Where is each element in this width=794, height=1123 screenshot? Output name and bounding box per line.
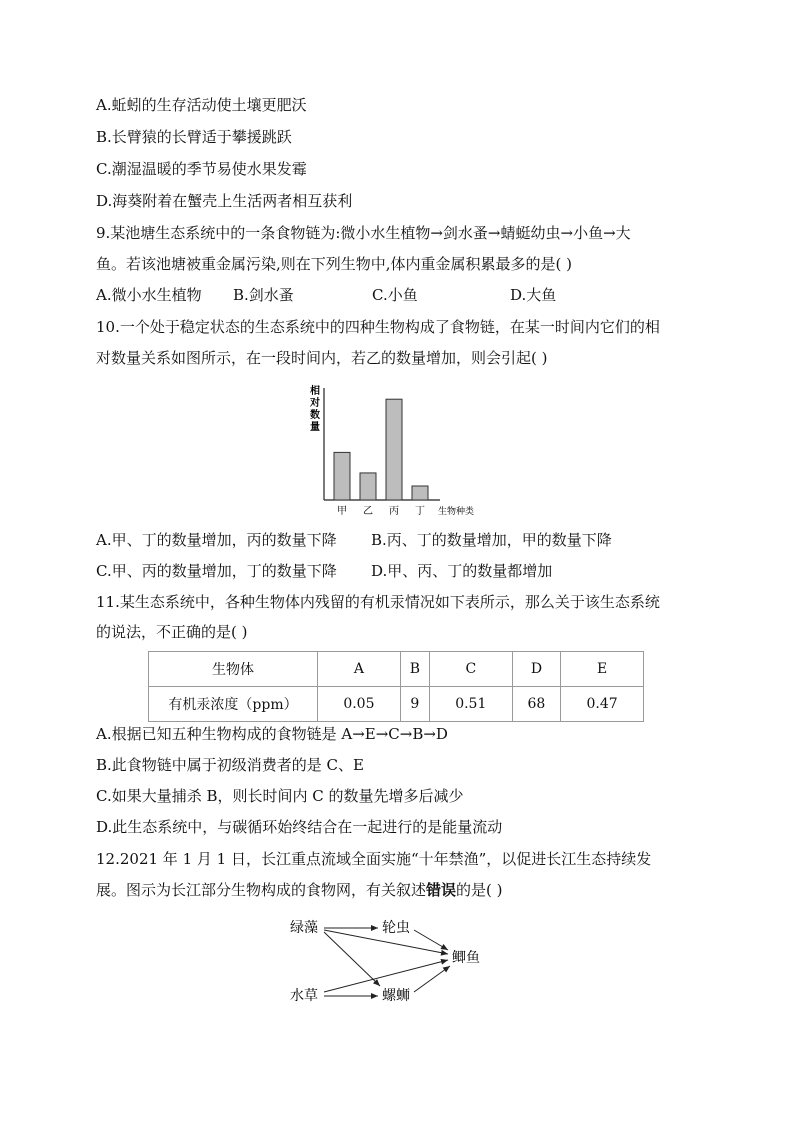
bar-0: [334, 452, 350, 500]
x-tick-labels: [337, 505, 425, 517]
bar-1: [360, 473, 376, 500]
table-cell: 有机汞浓度（ppm）: [149, 687, 318, 722]
q10-option-c: C.甲、丙的数量增加，丁的数量下降: [96, 562, 337, 580]
q9-option-a: A.微小水生植物: [96, 286, 202, 304]
bar-chart: [300, 378, 500, 518]
table-cell: 0.47: [561, 687, 644, 722]
y-label-char: 数: [310, 410, 320, 421]
table-cell: 68: [512, 687, 560, 722]
node-water-plant: 水草: [290, 988, 318, 1004]
q9-option-d: D.大鱼: [510, 286, 557, 304]
q8-option-b: B.长臂猿的长臂适于攀援跳跃: [96, 128, 292, 146]
x-tick-label: 甲: [337, 506, 347, 517]
q12-stem-tail: 的是( ): [456, 881, 503, 899]
table-cell: 生物体: [149, 652, 318, 687]
q10-option-d: D.甲、丙、丁的数量都增加: [371, 562, 553, 580]
node-rotifer: 轮虫: [382, 920, 410, 936]
q11-stem-line1: 11.某生态系统中，各种生物体内残留的有机汞情况如下表所示，那么关于该生态系统: [96, 593, 660, 611]
node-snail: 螺蛳: [382, 988, 410, 1004]
x-axis-label: 生物种类: [438, 507, 475, 517]
q12-stem-text: 展。图示为长江部分生物构成的食物网，有关叙述: [96, 881, 427, 899]
q8-option-a: A.蚯蚓的生存活动使土壤更肥沃: [96, 96, 307, 114]
table-cell: 9: [400, 687, 429, 722]
bars: [334, 399, 428, 500]
table-cell: D: [512, 652, 560, 687]
bar-2: [386, 399, 402, 500]
x-tick-label: 丁: [415, 506, 425, 517]
y-label-char: 量: [310, 422, 320, 433]
q11-option-d: D.此生态系统中，与碳循环始终结合在一起进行的是能量流动: [96, 818, 503, 836]
q10-stem-line1: 10.一个处于稳定状态的生态系统中的四种生物构成了食物链，在某一时间内它们的相: [96, 318, 660, 336]
table-cell: A: [318, 652, 401, 687]
mercury-table: [148, 651, 644, 722]
y-axis-label: [309, 384, 320, 433]
arrow-algae-snail: [324, 932, 380, 986]
arrow-snail-carp: [414, 966, 450, 992]
q9-option-b: B.剑水蚤: [233, 286, 294, 304]
q10-option-a: A.甲、丁的数量增加，丙的数量下降: [96, 531, 337, 549]
q9-stem-line2: 鱼。若该池塘被重金属污染,则在下列生物中,体内重金属积累最多的是( ): [96, 255, 573, 273]
q9-option-c: C.小鱼: [372, 286, 418, 304]
q11-stem-line2: 的说法，不正确的是( ): [96, 623, 248, 641]
q12-stem-line2: [96, 880, 503, 900]
table-cell: C: [429, 652, 512, 687]
table-cell: E: [561, 652, 644, 687]
arrow-rotifer-carp: [414, 930, 448, 950]
q9-stem-line1: 9.某池塘生态系统中的一条食物链为:微小水生植物→剑水蚤→蜻蜓幼虫→小鱼→大: [96, 224, 631, 242]
x-tick-label: 乙: [363, 506, 373, 517]
node-crucian-carp: 鲫鱼: [452, 950, 480, 966]
x-tick-label: 丙: [389, 506, 399, 517]
q8-option-d: D.海葵附着在蟹壳上生活两者相互获利: [96, 192, 353, 210]
q12-stem-line1: 12.2021 年 1 月 1 日，长江重点流域全面实施“十年禁渔”，以促进长江生态持续发: [96, 850, 652, 868]
q11-option-c: C.如果大量捕杀 B，则长时间内 C 的数量先增多后减少: [96, 787, 464, 805]
food-web-diagram: [280, 912, 500, 1012]
q11-option-b: B.此食物链中属于初级消费者的是 C、E: [96, 756, 364, 774]
q12-emphasis: 错误: [426, 881, 457, 899]
y-label-char: 相: [310, 386, 320, 397]
table-row: [149, 687, 644, 722]
y-label-char: 对: [310, 398, 320, 409]
q8-option-c: C.潮湿温暖的季节易使水果发霉: [96, 160, 307, 178]
bar-3: [412, 486, 428, 500]
table-cell: B: [400, 652, 429, 687]
table-cell: 0.05: [318, 687, 401, 722]
table-header-row: [149, 652, 644, 687]
node-green-algae: 绿藻: [290, 920, 318, 936]
q11-option-a: A.根据已知五种生物构成的食物链是 A→E→C→B→D: [96, 725, 448, 743]
q10-stem-line2: 对数量关系如图所示，在一段时间内，若乙的数量增加，则会引起( ): [96, 349, 548, 367]
q10-option-b: B.丙、丁的数量增加，甲的数量下降: [371, 531, 612, 549]
table-cell: 0.51: [429, 687, 512, 722]
